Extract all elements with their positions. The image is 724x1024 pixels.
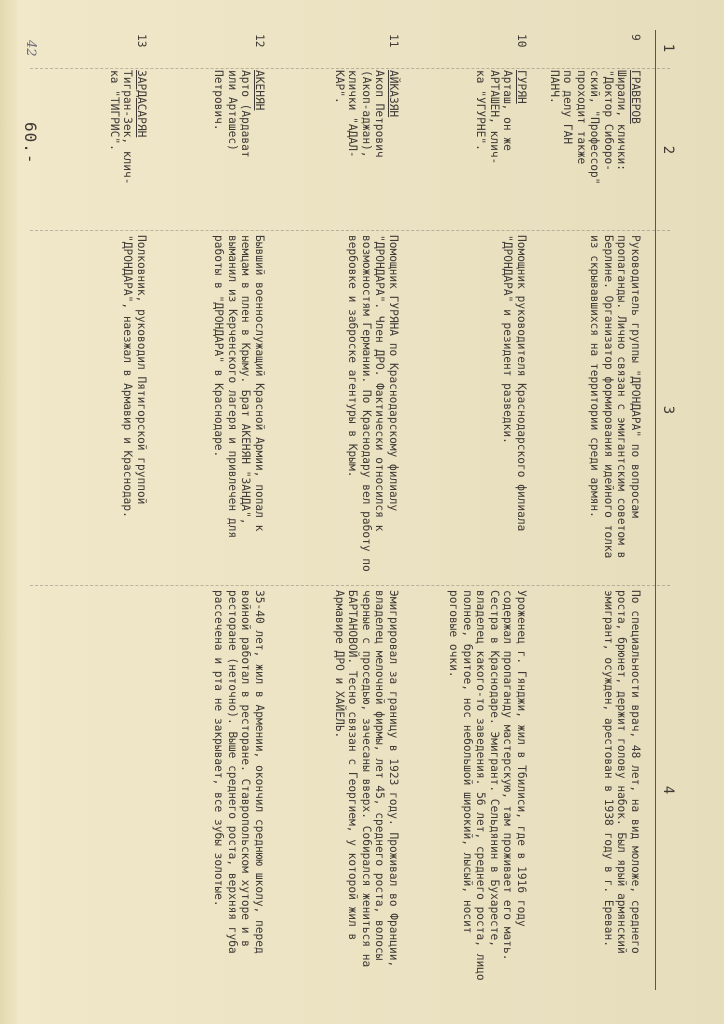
name-line: (Акоп-аджан), xyxy=(360,70,373,158)
person-name xyxy=(333,70,401,210)
person-name xyxy=(474,70,528,210)
column-header-4: 4 xyxy=(660,785,676,795)
column-header-3: 3 xyxy=(660,405,676,415)
surname: АКЕНЯН xyxy=(253,70,266,111)
role-description: Полковник, руководил Пятигорской группой "ДРОНДАРА", наезжал в Армавир и Краснодар. xyxy=(121,235,148,518)
column-divider xyxy=(30,230,670,231)
name-line: ка "ТИГРИС". xyxy=(108,70,121,151)
handwritten-page-number: 42 xyxy=(23,40,38,57)
column-header-1: 1 xyxy=(660,43,676,53)
row-number: 10 xyxy=(515,34,528,48)
name-line: КАР". xyxy=(333,70,346,104)
name-line: по делу ГАН xyxy=(561,70,575,145)
personal-description: 35-40 лет, жил в Армении, окончил среднюю школу, перед войной работал в ресторане. Ставропольском хуторе и в ресторане (неточно). Выше среднего роста, верхняя губа рассечена и рта не закрывает, все зубы золотые. xyxy=(212,590,266,954)
name-line: Тигран-Зек, клич- xyxy=(121,70,135,185)
column-divider xyxy=(30,68,670,69)
name-line: ка "УГУРНЕ". xyxy=(474,70,488,151)
name-line: АРТАШЕН, клич- xyxy=(488,70,501,165)
name-line: "Доктор Сиборо- xyxy=(602,70,615,172)
name-line: проходит также xyxy=(575,70,588,165)
personal-description: Эмигрировал за границу в 1923 году. Проживал во Франции, владелец мелочной фирмы, лет 45, среднего роста, волосы черные с проседью, зачесаны вверх. Собирался жениться на БАРТАНОВОЙ. Тесно связан с Георгием, у которой жил в Армавире ДРО и ХАЙЕЛЬ. xyxy=(333,590,400,968)
role-description: Бывший военнослужащий Красной Армии, попал к немцам в плен в Крыму. Брат АКЕНЯН "ЗАНДА", выманил из Керченского лагеря и привлечен для работы в "ДРОНДАРА" в Краснодаре. xyxy=(212,235,266,539)
name-line: Ширали, клички: xyxy=(615,70,629,172)
name-line: клички "АДАЛ- xyxy=(346,70,360,158)
person-name xyxy=(108,70,149,210)
row-number: 13 xyxy=(135,34,148,48)
column-divider xyxy=(30,585,670,586)
surname: ЗАРДАСАРЯН xyxy=(135,70,148,138)
person-name xyxy=(548,70,643,210)
name-line: или Арташес) xyxy=(226,70,239,151)
page-edge xyxy=(0,0,18,1024)
personal-description: По специальности врач, 48 лет, на вид моложе, среднего роста, брюнет, держит голову набок. Был ярый армянский эмигрант, осужден, арестован в 1938 году в г. Ереван. xyxy=(602,590,642,954)
role-description: Помощник руководителя Краснодарского филиала "ДРОНДАРА" и резидент разведки. xyxy=(501,235,528,532)
name-line: Петрович. xyxy=(212,70,226,131)
person-name xyxy=(212,70,266,210)
name-line: Арто (Ардават xyxy=(239,70,253,158)
personal-description: Уроженец г. Гянджи, жил в Тбилиси, где в 1916 году содержал пропаганду мастерскую, там проживает его мать. Сестра в Краснодаре. Эмигрант. Сельдянин в Бухаресте, владелец какого-то заведения. 56 лет, среднего роста, лицо полное, бритое, нос небольшой широкий, лысый, носит роговые очки. xyxy=(447,590,528,981)
name-line: Арташ, он же xyxy=(501,70,515,151)
name-line: ПАНЧ. xyxy=(548,70,561,104)
column-header-2: 2 xyxy=(660,145,676,155)
surname: ГУРЯН xyxy=(515,70,528,104)
surname: АЙКАЗЯН xyxy=(387,70,400,118)
typed-table xyxy=(30,30,676,990)
row-number: 9 xyxy=(629,34,642,41)
header-rule xyxy=(655,30,656,990)
row-number: 12 xyxy=(253,34,266,48)
row-number: 11 xyxy=(387,34,400,48)
role-description: Руководитель группы "ДРОНДАРА" по вопросам пропаганды. Лично связан с эмигантским советом в Берлине. Организатор формирования идейного толка из скрывавшихся на территории среди армян. xyxy=(588,235,642,559)
role-description: Помощник ГУРЯНА по Краснодарскому филиалу "ДРОНДАРА". Член ДРО. Фактически относился к возможностям Германии. По Краснодару вел работу по вербовке и заброске агентуры в Крым. xyxy=(346,235,400,572)
name-line: Акоп Петрович xyxy=(373,70,387,158)
name-line: ский, "Профессор" xyxy=(588,70,602,185)
typed-page-number: 60.- xyxy=(21,122,40,165)
surname: ГРАВЕРОВ xyxy=(629,70,642,124)
